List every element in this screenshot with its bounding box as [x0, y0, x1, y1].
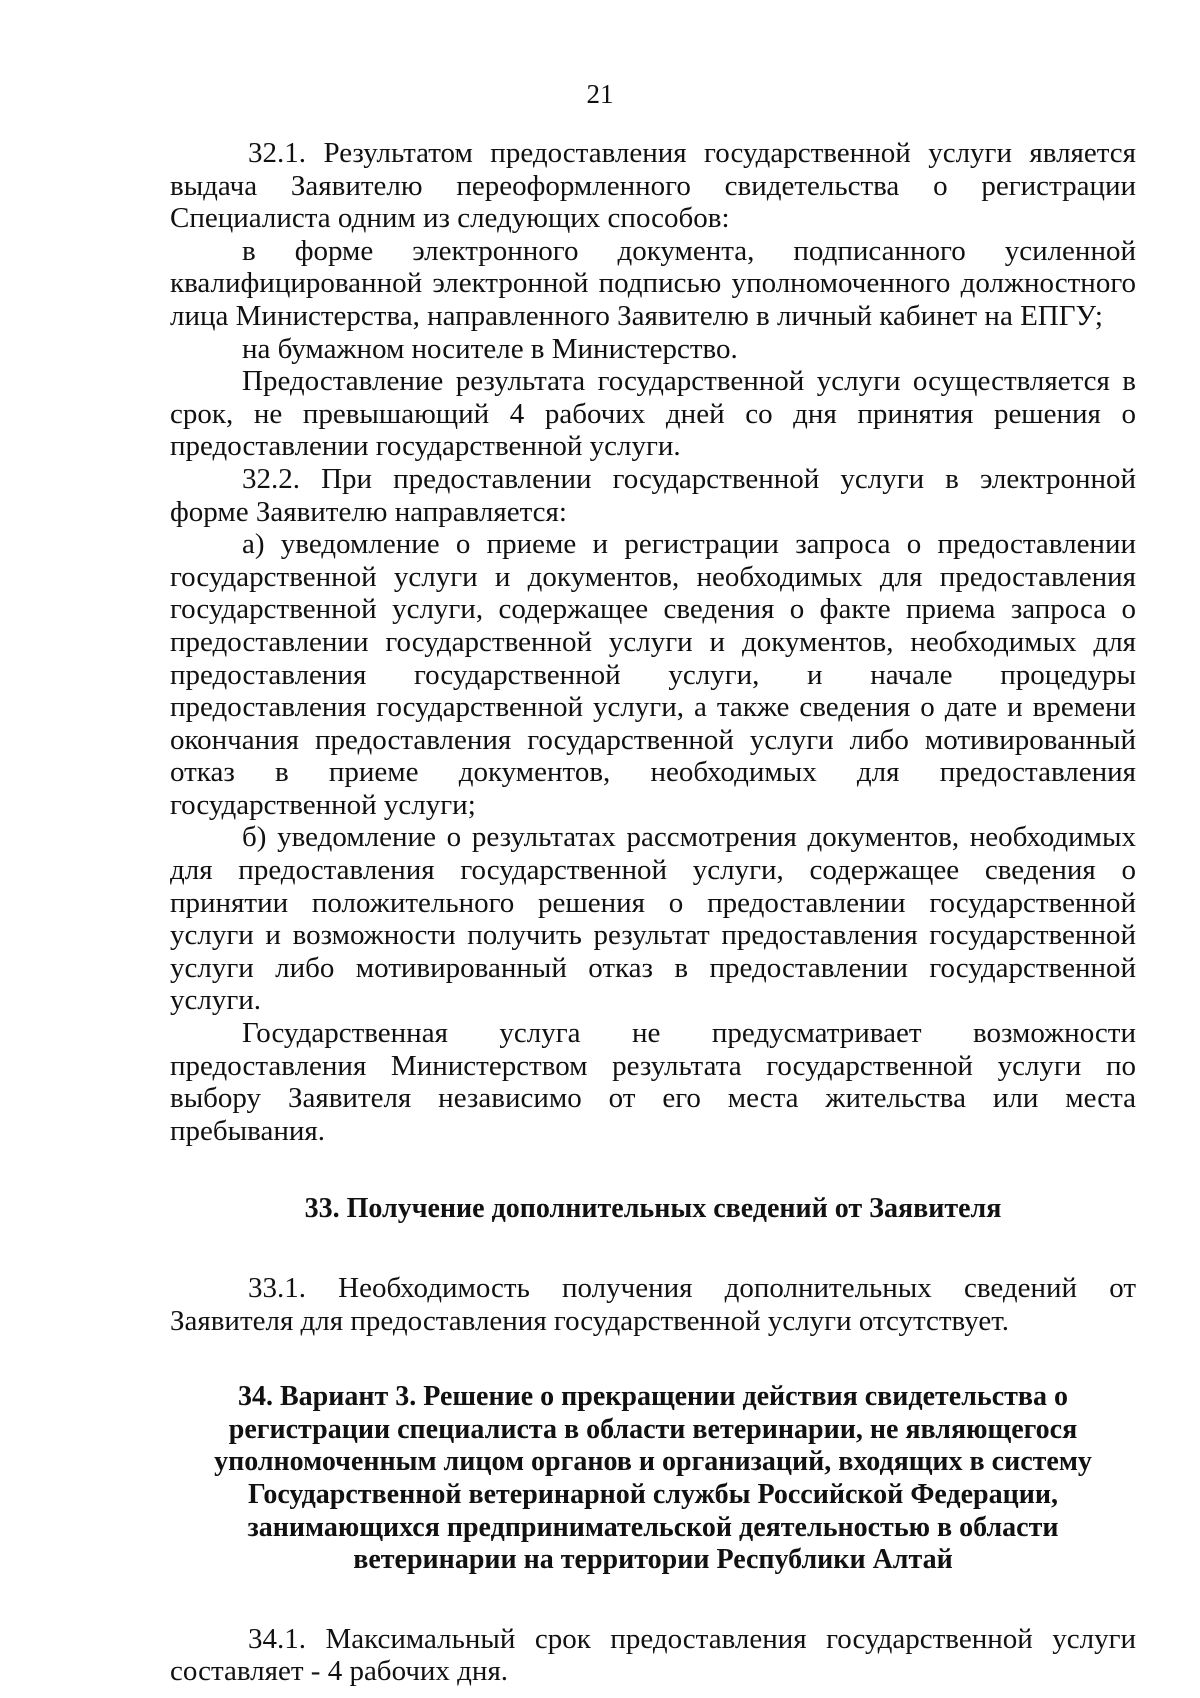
paragraph-32-1-electronic: в форме электронного документа, подписанного усиленной квалифицированной электронной подписью уполномоченного должностного лица Министерства, направленного Заявителю в личный кабинет на ЕПГУ;: [170, 234, 1136, 332]
paragraph-result-deadline: Предоставление результата государственной услуги осуществляется в срок, не превышающий 4 рабочих дней со дня принятия решения о предоставлении государственной услуги.: [170, 365, 1136, 463]
paragraph-32-2: 32.2. При предоставлении государственной услуги в электронной форме Заявителю направляется:: [170, 462, 1136, 528]
paragraph-33-1: 33.1. Необходимость получения дополнительных сведений от Заявителя для предоставления государственной услуги отсутствует.: [170, 1272, 1136, 1337]
paragraph-place-of-residence: Государственная услуга не предусматривает возможности предоставления Министерством результата государственной услуги по выбору Заявителя независимо от его места жительства или места пребывания.: [170, 1017, 1136, 1147]
paragraph-34-1: 34.1. Максимальный срок предоставления государственной услуги составляет - 4 рабочих дня.: [170, 1622, 1136, 1688]
paragraph-32-1-paper: на бумажном носителе в Министерство.: [242, 332, 738, 365]
section-34-heading: 34. Вариант 3. Решение о прекращении действия свидетельства о регистрации специалиста в области ветеринарии, не являющегося уполномоченным лицом органов и организаций, входящих в систему Государственной ветеринарной службы Российской Федерации, занимающихся предпринимательской деятельностью в области ветеринарии на территории Республики Алтай: [214, 1381, 1092, 1576]
section-33-heading: 33. Получение дополнительных сведений от Заявителя: [304, 1193, 1002, 1225]
page-number: 21: [586, 79, 614, 109]
paragraph-32-2-b: б) уведомление о результатах рассмотрения документов, необходимых для предоставления государственной услуги, содержащее сведения о принятии положительного решения о предоставлении государственной услуги и возможности получить результат предоставления государственной услуги либо мотивированный отказ в предоставлении государственной услуги.: [170, 821, 1136, 1017]
paragraph-32-2-a: а) уведомление о приеме и регистрации запроса о предоставлении государственной услуги и документов, необходимых для предоставления государственной услуги, содержащее сведения о факте приема запроса о предоставлении государственной услуги и документов, необходимых для предоставления государственной услуги, и начале процедуры предоставления государственной услуги, а также сведения о дате и времени окончания предоставления государственной услуги либо мотивированный отказ в приеме документов, необходимых для предоставления государственной услуги;: [170, 528, 1136, 821]
document-body: [170, 137, 1136, 1688]
paragraph-32-1: 32.1. Результатом предоставления государственной услуги является выдача Заявителю переоформленного свидетельства о регистрации Специалиста одним из следующих способов:: [170, 137, 1136, 235]
